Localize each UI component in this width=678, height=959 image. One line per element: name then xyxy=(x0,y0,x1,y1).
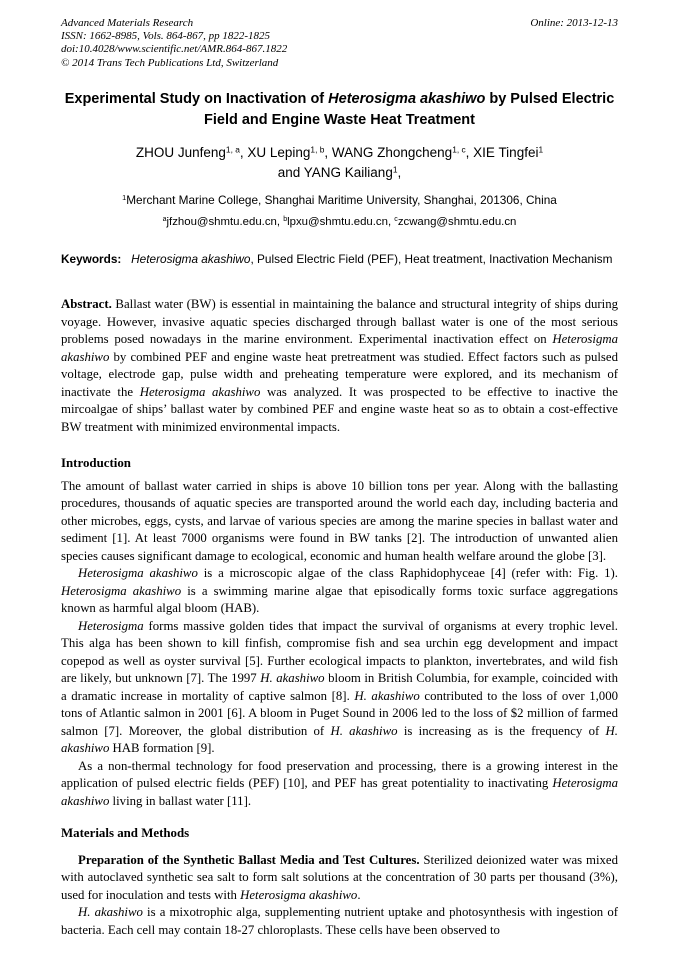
text-segment: 1, c xyxy=(452,144,466,155)
text-segment: H. akashiwo xyxy=(78,905,143,920)
section-heading-materials-and-methods: Materials and Methods xyxy=(61,826,190,841)
section-heading-introduction: Introduction xyxy=(61,456,131,471)
text-segment: lpxu@shmtu.edu.cn, xyxy=(287,215,395,228)
text-segment: by combined PEF and engine waste heat pretreatment was studied. Effect factors such as pulsed voltage, electrode gap, pulse width and preheating temperature were explored, and its mechanism of inactivate the xyxy=(61,349,618,399)
author-emails xyxy=(61,215,618,229)
materials-methods-paragraph-2 xyxy=(61,904,618,939)
text-segment: 1, b xyxy=(310,144,325,155)
materials-methods-paragraph-1 xyxy=(61,852,618,905)
text-segment: Experimental Study on Inactivation of xyxy=(64,90,329,107)
text-segment: Ballast water (BW) is essential in maintaining the balance and structural integrity of ships during voyage. However, invasive aquatic species discharged through ballast water is one of the most serious problems posed nowadays in the marine environment. Experimental inactivation effect on xyxy=(61,297,618,347)
doi-line: doi:10.4028/www.scientific.net/AMR.864-867.1822 xyxy=(61,43,288,56)
text-segment: contributed to the loss of over 1,000 tons of Atlantic salmon in 2001 [6]. A bloom in Puget Sound in 2006 led to the loss of $2 million of farmed salmon [7]. Moreover, the global distribution of xyxy=(61,688,618,738)
text-segment: 1 xyxy=(122,192,127,202)
text-segment: jfzhou@shmtu.edu.cn, xyxy=(166,215,284,228)
text-segment: , XU Leping xyxy=(239,144,311,160)
text-segment: b xyxy=(283,215,288,223)
text-segment: a xyxy=(162,215,167,223)
text-segment: Keywords: xyxy=(61,251,122,266)
text-segment: Merchant Marine College, Shanghai Maritime University, Shanghai, 201306, China xyxy=(126,192,557,207)
text-segment: H. akashiwo xyxy=(260,671,325,686)
introduction-paragraph-2 xyxy=(61,565,618,618)
introduction-paragraph-3 xyxy=(61,618,618,758)
journal-name: Advanced Materials Research xyxy=(61,17,194,29)
text-segment: is a swimming marine algae that episodically forms toxic surface aggregations known as harmful algal bloom (HAB). xyxy=(61,583,618,616)
text-segment: , XIE Tingfei xyxy=(465,144,539,160)
keywords-line xyxy=(61,252,618,268)
text-segment: was analyzed. It was prospected to be effective to inactive the mircoalgae of ships’ ballast water by combined PEF and engine waste heat so as to obtain a cost-effective BW treatment with minimized environmental impacts. xyxy=(61,384,618,434)
text-segment: As a non-thermal technology for food preservation and processing, there is a growing interest in the application of pulsed electric fields (PEF) [10], and PEF has great potentiality to inactivating xyxy=(61,758,618,791)
authors-line-2 xyxy=(61,163,618,183)
text-segment: H. akashiwo xyxy=(330,723,398,738)
text-segment: Sterilized deionized water was mixed with autoclaved synthetic sea salt to form salt solutions at the concentration of 30 parts per thousand (3%), used for inoculation and tests with xyxy=(61,852,618,902)
journal-info-block xyxy=(61,17,287,70)
text-segment: H. akashiwo xyxy=(61,723,618,756)
text-segment: 1 xyxy=(392,164,398,175)
text-segment: Abstract. xyxy=(61,297,112,312)
text-segment: Heterosigma akashiwo xyxy=(61,776,618,808)
text-segment: c xyxy=(394,215,398,223)
text-segment: zcwang@shmtu.edu.cn xyxy=(397,215,517,228)
text-segment: bloom in British Columbia, for example, coincided with a dramatic increase in mortality of captive salmon [8]. xyxy=(61,671,618,703)
issn-line: ISSN: 1662-8985, Vols. 864-867, pp 1822-1825 xyxy=(61,30,270,43)
text-segment: Heterosigma akashiwo xyxy=(240,887,358,902)
text-segment xyxy=(121,252,131,266)
text-segment: ZHOU Junfeng xyxy=(135,144,226,160)
text-segment: living in ballast water [11]. xyxy=(109,793,252,808)
text-segment: , Pulsed Electric Field (PEF), Heat treatment, Inactivation Mechanism xyxy=(250,251,613,266)
text-segment: The amount of ballast water carried in ships is above 10 billion tons per year. Along with the ballasting procedures, thousands of aquatic species are transported around the world each day, including bacteria and other microbes, eggs, cysts, and larvae of various species are among the marine species in ballast water and sediment [1]. At least 7000 organisms were found in BW tanks [2]. The introduction of unwanted alien species causes significant damage to ecological, economic and human health welfare around the globe [3]. xyxy=(61,478,618,563)
text-segment: Heterosigma akashiwo xyxy=(61,332,618,364)
text-segment: Heterosigma akashiwo xyxy=(78,566,198,581)
text-segment: is a mixotrophic alga, supplementing nutrient uptake and photosynthesis with ingestion of bacteria. Each cell may contain 18-27 chloroplasts. These cells have been observed to xyxy=(61,905,618,937)
text-segment: 1, a xyxy=(225,144,240,155)
text-segment: , xyxy=(397,164,402,180)
introduction-paragraph-1 xyxy=(61,478,618,566)
copyright-line: © 2014 Trans Tech Publications Ltd, Switzerland xyxy=(61,56,279,69)
text-segment: Heterosigma akashiwo xyxy=(328,90,486,107)
text-segment: Preparation of the Synthetic Ballast Media and Test Cultures. xyxy=(78,852,420,867)
online-date: Online: 2013-12-13 xyxy=(530,17,618,29)
journal-header xyxy=(61,17,618,70)
text-segment: Heterosigma akashiwo xyxy=(139,384,261,399)
text-segment: is increasing as is the frequency of xyxy=(397,723,606,738)
text-segment: , WANG Zhongcheng xyxy=(324,144,453,160)
text-segment: forms massive golden tides that impact the survival of organisms at every trophic level. This alga has been shown to kill finfish, compromise fish and sea urchin egg development and impact copepod as well as oyster survival [5]. Further ecological impacts to plankton, invertebrates, and wild fish are likely, but unknown [7]. The 1997 xyxy=(61,618,618,686)
text-segment: is a microscopic algae of the class Raphidophyceae [4] (refer with: Fig. 1). xyxy=(197,566,618,581)
affiliation xyxy=(61,193,618,207)
text-segment: 1 xyxy=(538,144,544,155)
text-segment: Heterosigma akashiwo xyxy=(61,583,182,598)
authors-line-1 xyxy=(61,143,618,163)
text-segment: HAB formation [9]. xyxy=(109,741,215,756)
text-segment: . xyxy=(357,887,361,902)
paper-title xyxy=(61,89,618,131)
introduction-paragraph-4 xyxy=(61,758,618,811)
text-segment: and YANG Kailiang xyxy=(277,164,393,180)
text-segment: Heterosigma xyxy=(78,618,144,633)
text-segment: by Pulsed Electric Field and Engine Waste Heat Treatment xyxy=(204,90,615,128)
abstract-paragraph xyxy=(61,296,618,436)
text-segment: H. akashiwo xyxy=(354,688,420,703)
text-segment: Heterosigma akashiwo xyxy=(131,251,251,266)
